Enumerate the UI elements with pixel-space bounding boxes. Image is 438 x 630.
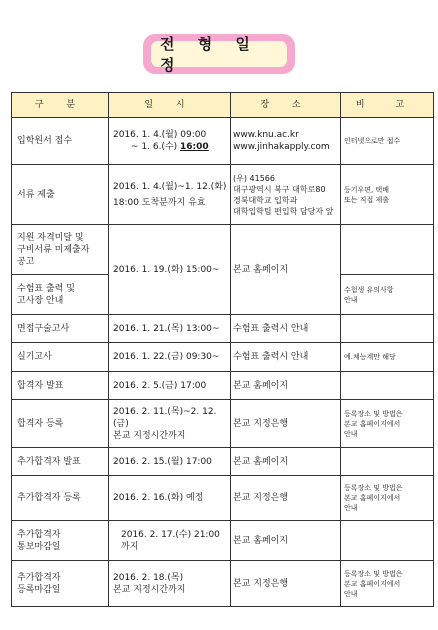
row-note [341, 315, 434, 343]
header-row [12, 93, 434, 118]
row-note [341, 448, 434, 476]
row-place [231, 118, 341, 165]
table-row [12, 521, 434, 561]
category-line: 지원 자격미달 및 [17, 232, 84, 243]
table-row [12, 225, 434, 275]
table-row [12, 165, 434, 225]
date-line: 2016. 2. 18.(목) [113, 572, 184, 583]
date-line: 18:00 도착분까지 유효 [113, 197, 206, 208]
row-date [109, 165, 231, 225]
date-line: 2016. 1. 4.(월) 09:00 [113, 130, 207, 140]
table-row [12, 448, 434, 476]
header-note: 비 고 [341, 93, 434, 118]
row-place: 수험표 출력시 안내 [231, 315, 341, 343]
row-category: 추가합격자 발표 [12, 448, 109, 476]
row-place: 본교 지정은행 [231, 476, 341, 521]
date-line: 2016. 1. 4.(월)~1. 12.(화) [113, 181, 227, 192]
row-category: 추가합격자 등록 [12, 476, 109, 521]
row-note [341, 521, 434, 561]
category-line: 추가합격자 [17, 529, 61, 540]
row-place: 본교 지정은행 [231, 400, 341, 448]
note-line: 또는 직접 제출 [344, 195, 390, 204]
row-category: 합격자 발표 [12, 372, 109, 400]
row-date: 2016. 1. 19.(화) 15:00~ [109, 225, 231, 315]
row-note [341, 400, 434, 448]
category-line: 통보마감일 [17, 541, 61, 552]
table-row [12, 372, 434, 400]
category-line: 고사장 안내 [17, 295, 64, 306]
note-line: 본교 홈페이지에서 [344, 419, 401, 428]
note-line: 등록장소 및 방법은 [344, 484, 403, 492]
row-place: 본교 지정은행 [231, 561, 341, 607]
row-date [109, 118, 231, 165]
row-category [12, 521, 109, 561]
row-note [341, 476, 434, 521]
row-place: 본교 홈페이지 [231, 521, 341, 561]
category-line: 추가합격자 [17, 572, 61, 583]
place-line: (우) 41566 [233, 173, 275, 183]
note-line: 수험생 유의사항 [344, 285, 394, 294]
table-row [12, 315, 434, 343]
row-category: 실기고사 [12, 343, 109, 372]
row-category [12, 561, 109, 607]
place-line: 대학입학팀 편입학 담당자 앞 [233, 206, 334, 216]
row-place: 수험표 출력시 안내 [231, 343, 341, 372]
row-category: 면접구술고사 [12, 315, 109, 343]
row-note: 예.체능계만 해당 [341, 343, 434, 372]
row-place: 본교 홈페이지 [231, 448, 341, 476]
row-category: 입학원서 접수 [12, 118, 109, 165]
row-place [231, 165, 341, 225]
page-title: 전 형 일 정 [151, 41, 287, 67]
date-line: 2016. 2. 11.(목)~2. 12.(금) [113, 406, 217, 429]
table-row [12, 118, 434, 165]
date-line: 본교 지정시간까지 [113, 430, 186, 441]
row-note [341, 165, 434, 225]
row-category: 서류 제출 [12, 165, 109, 225]
note-line: 안내 [344, 504, 358, 512]
title-banner [143, 34, 295, 74]
row-category: 합격자 등록 [12, 400, 109, 448]
row-date [109, 400, 231, 448]
note-line: 안내 [344, 295, 358, 304]
note-line: 본교 홈페이지에서 [344, 579, 401, 588]
row-date: 2016. 2. 16.(화) 예정 [109, 476, 231, 521]
header-category: 구 분 [12, 93, 109, 118]
category-line: 등록마감일 [17, 584, 61, 595]
row-date: 2016. 2. 5.(금) 17:00 [109, 372, 231, 400]
row-date: 2016. 1. 22.(금) 09:30~ [109, 343, 231, 372]
row-date: 2016. 1. 21.(목) 13:00~ [109, 315, 231, 343]
category-line: 수험표 출력 및 [17, 283, 75, 294]
row-category [12, 275, 109, 315]
table-row [12, 400, 434, 448]
table-row [12, 561, 434, 607]
date-deadline: 16:00 [180, 142, 209, 152]
website-link[interactable]: www.jinhakapply.com [233, 142, 330, 152]
schedule-table [11, 92, 434, 607]
category-line: 구비서류 미제출자 [17, 244, 90, 255]
table-row [12, 343, 434, 372]
row-date [109, 561, 231, 607]
header-date: 일 시 [109, 93, 231, 118]
row-date: 2016. 2. 17.(수) 21:00까지 [109, 521, 231, 561]
note-line: 안내 [344, 429, 358, 438]
date-line: 본교 지정시간까지 [113, 584, 186, 595]
date-text: ~ 1. 6.(수) [131, 142, 181, 152]
row-note [341, 561, 434, 607]
header-place: 장 소 [231, 93, 341, 118]
note-line: 본교 홈페이지에서 [344, 494, 401, 502]
row-date: 2016. 2. 15.(월) 17:00 [109, 448, 231, 476]
row-note [341, 275, 434, 315]
category-line: 공고 [17, 256, 35, 267]
note-line: 안내 [344, 589, 358, 598]
note-line: 등록장소 및 방법은 [344, 409, 403, 418]
row-place: 본교 홈페이지 [231, 225, 341, 315]
row-note [341, 372, 434, 400]
row-note: 인터넷으로만 접수 [341, 118, 434, 165]
row-place: 본교 홈페이지 [231, 372, 341, 400]
note-line: 등록장소 및 방법은 [344, 569, 403, 578]
note-line: 등기우편, 택배 [344, 185, 390, 194]
table-row [12, 476, 434, 521]
row-category [12, 225, 109, 275]
website-link[interactable]: www.knu.ac.kr [233, 130, 299, 140]
date-line [113, 141, 227, 153]
place-line: 대구광역시 북구 대학로80 [233, 184, 326, 194]
place-line: 경북대학교 입학과 [233, 195, 298, 205]
row-note [341, 225, 434, 275]
